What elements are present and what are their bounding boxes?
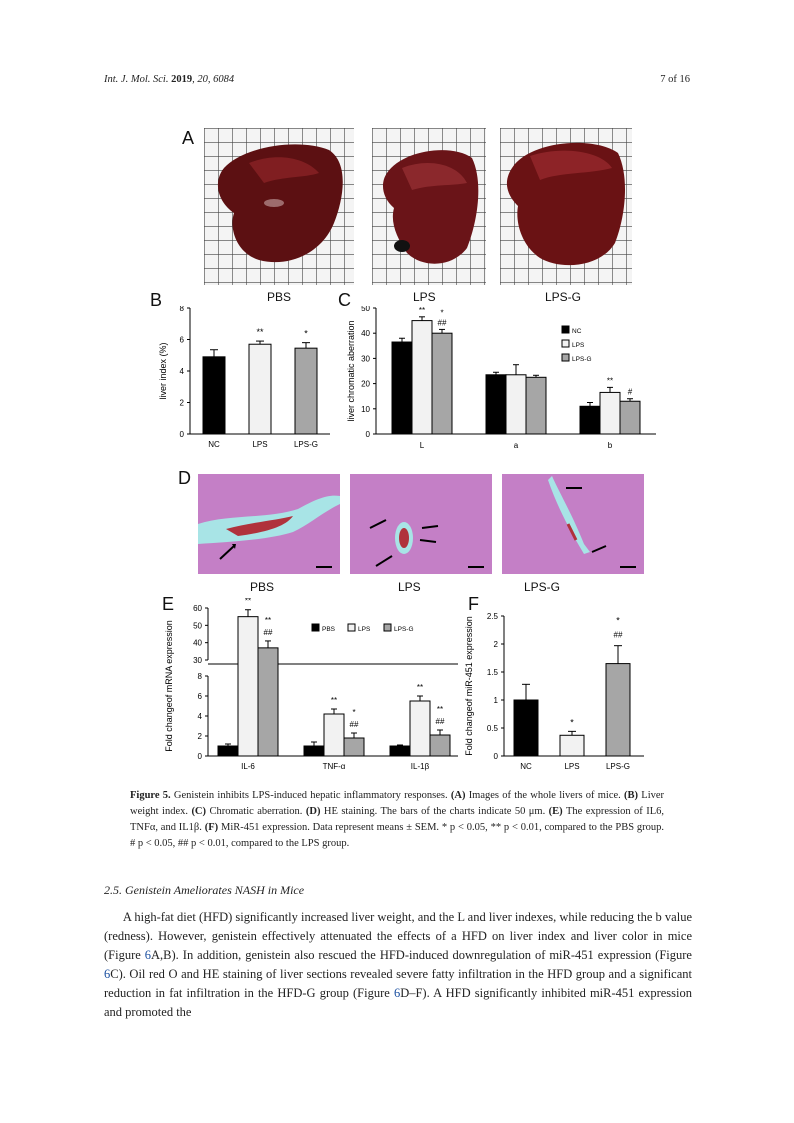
bar [580, 406, 600, 434]
legend-swatch [348, 624, 355, 631]
panel-letter-c: C [338, 290, 351, 310]
bar [600, 392, 620, 434]
significance-label: ## [349, 720, 359, 729]
he-label-pbs: PBS [250, 580, 275, 594]
significance-label: ## [263, 627, 273, 637]
panel-letter-b: B [150, 290, 163, 310]
bar [560, 735, 584, 756]
bar [432, 333, 452, 434]
significance-label: ** [416, 683, 424, 692]
y-tick-label: 2 [179, 398, 184, 408]
figure-caption: Figure 5. Genistein inhibits LPS-induced hepatic inflammatory responses. (A) Images of the whole livers of mice. (B) Liver weight index. (C) Chromatic aberration. (D) HE staining. The bars of the charts indicate 50 μm. (E) The expression of IL6, TNFα, and IL1β. (F) MiR-451 expression. Data represent means ± SEM. * p < 0.05, ** p < 0.01, compared to the PBS group. # p < 0.05, ## p < 0.01, compared to the LPS group. [130, 790, 665, 849]
y-tick-label: 8 [179, 306, 184, 313]
bar [249, 344, 271, 434]
y-axis-label: liver chromatic aberration [346, 320, 356, 422]
panel-letter-d: D [178, 468, 191, 488]
significance-label: # [627, 387, 633, 397]
bar [344, 738, 364, 756]
bar [324, 714, 344, 756]
y-tick-label: 0 [179, 430, 184, 439]
he-stain-lps [350, 474, 492, 574]
significance-label: ** [264, 615, 272, 625]
y-tick-label: 4 [179, 367, 184, 376]
photo-label-pbs: PBS [267, 290, 292, 304]
bar [514, 700, 538, 756]
significance-label: ** [244, 598, 252, 606]
liver-photo-lps-g [500, 128, 632, 285]
chart-chromatic-aberration [344, 306, 664, 466]
panel-letter-f: F [468, 594, 479, 614]
he-stain-pbs [198, 474, 340, 574]
x-tick-label: IL-1β [410, 762, 430, 771]
y-tick-label: 50 [361, 306, 370, 313]
figure-link[interactable]: 6 [104, 967, 111, 981]
y-tick-label: 0 [365, 430, 370, 439]
y-tick-label: 30 [193, 656, 202, 665]
bar [486, 375, 506, 434]
y-tick-label: 10 [361, 404, 370, 414]
y-tick-label: 8 [197, 672, 202, 681]
legend-swatch [384, 624, 391, 631]
bar [506, 375, 526, 434]
x-tick-label: TNF-α [322, 762, 346, 771]
panel-letter-a: A [182, 128, 195, 148]
y-tick-label: 2.5 [486, 612, 498, 621]
significance-label: * [304, 328, 308, 339]
journal-citation: Int. J. Mol. Sci. 2019, 20, 6084 [104, 74, 235, 85]
page-number: 7 of 16 [660, 74, 690, 85]
bar [295, 348, 317, 434]
y-axis-label: Fold changeof miR-451 expression [464, 616, 474, 756]
y-tick-label: 2 [493, 640, 498, 649]
bar [430, 735, 450, 756]
chart-liver-index [154, 306, 334, 466]
section-heading: 2.5. Genistein Ameliorates NASH in Mice [104, 883, 305, 897]
significance-label: * [440, 308, 444, 318]
significance-label: ** [436, 705, 444, 714]
x-tick-label: L [419, 441, 425, 450]
liver-photo-lps [372, 128, 486, 285]
y-tick-label: 2 [197, 732, 202, 741]
legend-swatch [312, 624, 319, 631]
bar [258, 648, 278, 756]
y-tick-label: 40 [361, 329, 370, 339]
significance-label: ** [330, 696, 338, 705]
y-axis-label: liver index (%) [158, 342, 168, 400]
figure-5 [140, 118, 680, 780]
significance-label: ## [435, 717, 445, 726]
y-tick-label: 50 [193, 621, 202, 631]
legend-label: LPS [358, 626, 371, 633]
photo-label-lps-g: LPS-G [545, 290, 582, 304]
significance-label: ** [256, 327, 264, 338]
chart-mrna-expression [160, 598, 460, 778]
bar [606, 664, 630, 756]
legend-swatch [562, 354, 569, 361]
figure-link[interactable]: 6 [144, 948, 152, 962]
x-tick-label: LPS-G [293, 440, 319, 449]
y-tick-label: 4 [197, 712, 202, 721]
panel-letter-e: E [162, 594, 175, 614]
bar [203, 357, 225, 434]
y-tick-label: 60 [193, 604, 202, 613]
body-paragraph: A high-fat diet (HFD) significantly increased liver weight, and the L and liver indexes, while reducing the b value (redness). However, genistein effectively attenuated the effects of a HFD on liver index and liver color in mice (Figure 6A,B). In addition, genistein also rescued the HFD-induced downregulation of miR-451 expression (Figure 6C). Oil red O and HE staining of liver sections revealed severe fatty infiltration in the HFD group and a significant reduction in fat infiltration in the HFD-G group (Figure 6D–F). A HFD significantly inhibited miR-451 expression and promoted the [104, 910, 692, 1019]
bar [392, 342, 412, 434]
he-label-lps-g: LPS-G [524, 580, 561, 594]
bar [238, 617, 258, 756]
significance-label: ** [418, 306, 426, 315]
x-tick-label: NC [208, 440, 220, 449]
y-tick-label: 1.5 [486, 668, 498, 677]
legend-label: LPS-G [572, 356, 592, 363]
bar [304, 746, 324, 756]
x-tick-label: a [513, 441, 519, 450]
bar [526, 377, 546, 434]
he-label-lps: LPS [398, 580, 421, 594]
bar [620, 401, 640, 434]
y-tick-label: 30 [361, 354, 370, 364]
bar [410, 701, 430, 756]
x-tick-label: NC [520, 762, 532, 771]
x-tick-label: LPS [252, 440, 268, 449]
y-tick-label: 6 [179, 335, 184, 345]
photo-label-lps: LPS [413, 290, 436, 304]
significance-label: ## [437, 318, 447, 328]
significance-label: * [616, 615, 620, 626]
liver-photo-pbs [204, 128, 354, 285]
chart-mir451-expression [460, 604, 650, 778]
y-tick-label: 1 [493, 696, 498, 705]
y-tick-label: 0 [493, 752, 498, 761]
x-tick-label: LPS-G [605, 762, 631, 771]
significance-label: ** [606, 376, 614, 386]
x-tick-label: IL-6 [241, 762, 255, 771]
y-tick-label: 0.5 [486, 724, 498, 733]
significance-label: ## [613, 630, 623, 640]
legend-label: PBS [322, 626, 336, 633]
significance-label: * [352, 708, 356, 717]
legend-swatch [562, 340, 569, 347]
x-tick-label: LPS [564, 762, 580, 771]
legend-label: LPS [572, 342, 585, 349]
y-tick-label: 0 [197, 752, 202, 761]
y-tick-label: 6 [197, 692, 202, 701]
bar [412, 321, 432, 434]
legend-label: LPS-G [394, 626, 414, 633]
legend-label: NC [572, 328, 582, 335]
figure-link[interactable]: 6 [393, 986, 401, 1000]
bar [390, 746, 410, 756]
x-tick-label: b [607, 441, 613, 450]
significance-label: * [570, 717, 574, 728]
y-axis-label: Fold changeof mRNA expression [164, 620, 174, 752]
legend-swatch [562, 326, 569, 333]
bar [218, 746, 238, 756]
y-tick-label: 40 [193, 638, 202, 648]
y-tick-label: 20 [361, 379, 370, 389]
caption-label: Figure 5. [130, 790, 171, 801]
he-stain-lps-g [502, 474, 644, 574]
